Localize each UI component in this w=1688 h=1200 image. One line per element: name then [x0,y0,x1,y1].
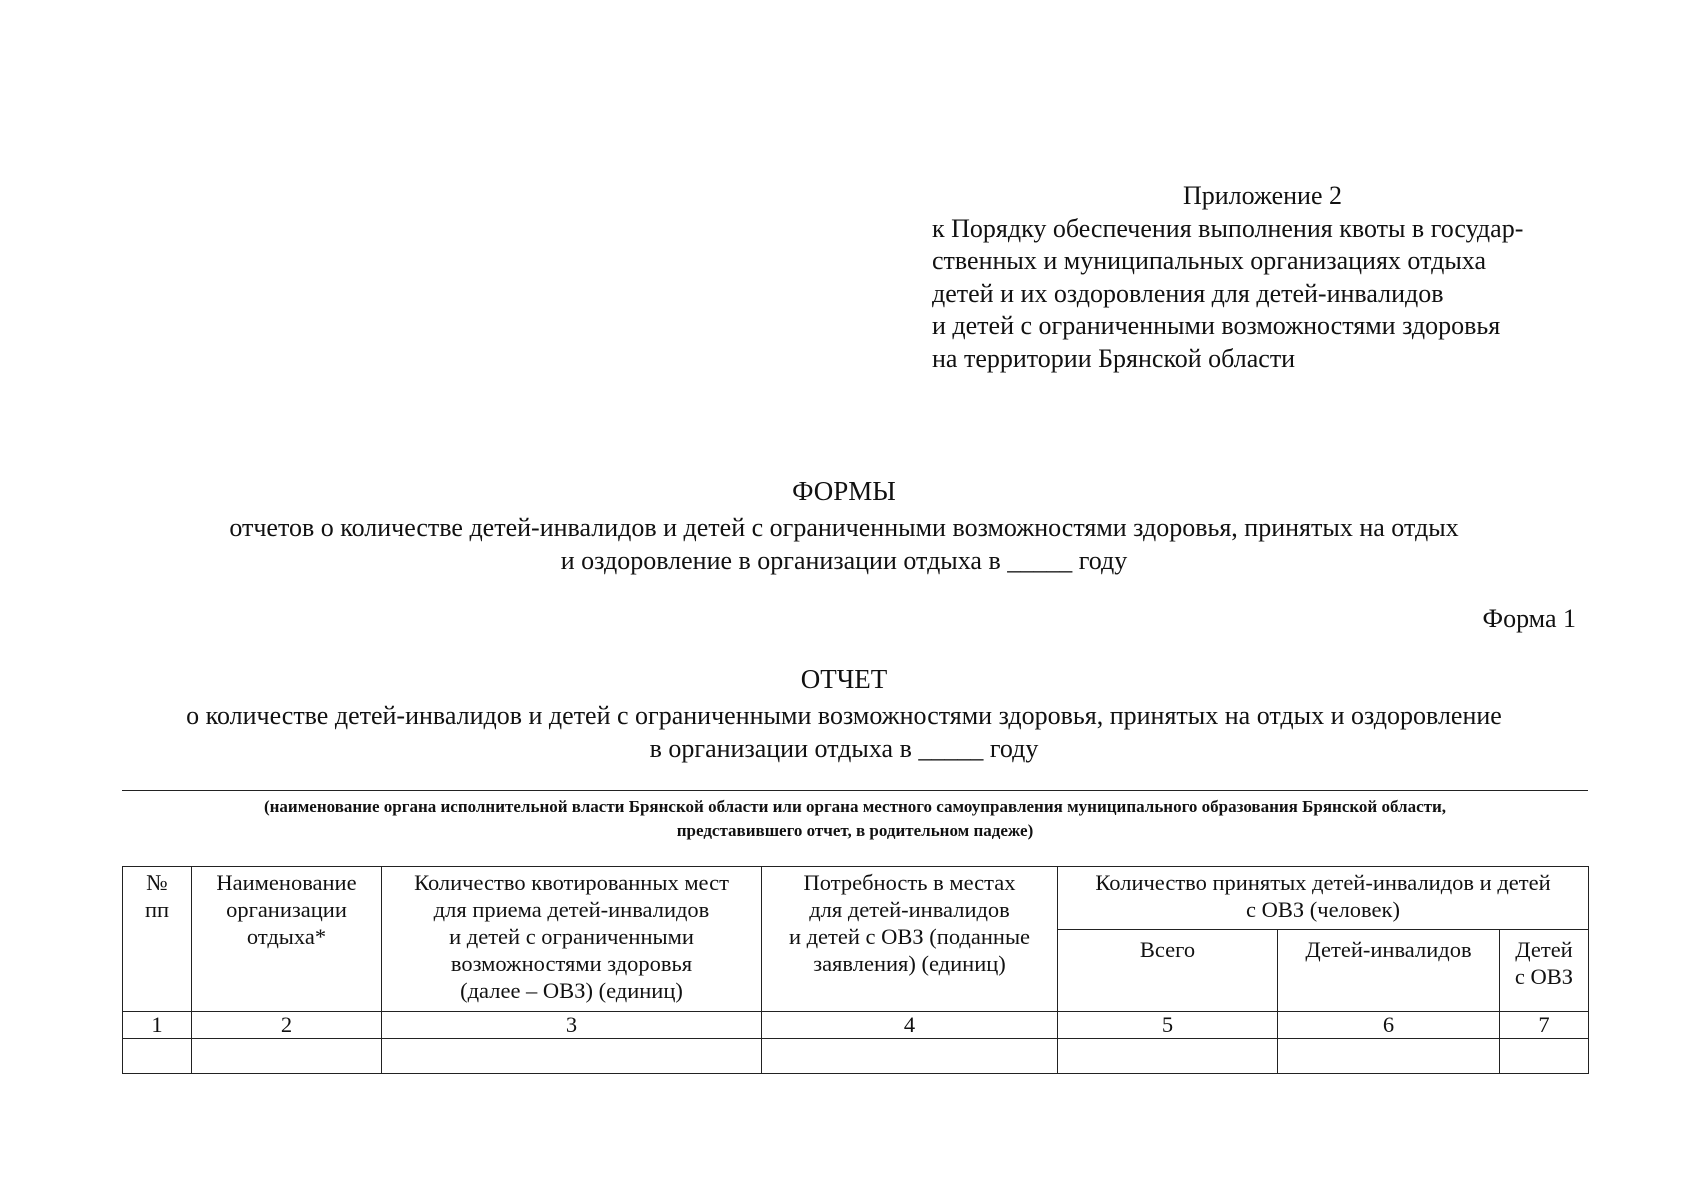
report-subtitle-line: в организации отдыха в _____ году [649,734,1039,763]
header-quota-places: Количество квотированных мест для приема детей-инвалидов и детей с ограниченными возможностями здоровья (далее – ОВЗ) (единиц) [382,867,762,1012]
empty-cell [762,1039,1058,1074]
appendix-header [932,180,1592,375]
forms-title [0,475,1688,577]
column-number: 2 [192,1012,382,1039]
table-row [123,1039,1589,1074]
table-header-row [123,867,1589,930]
empty-cell [382,1039,762,1074]
empty-cell [1278,1039,1500,1074]
header-disabled-children: Детей-инвалидов [1278,930,1500,1012]
empty-cell [192,1039,382,1074]
report-heading: ОТЧЕТ [800,664,888,694]
header-number: № пп [123,867,192,1012]
appendix-line: ственных и муниципальных организациях отдыха [932,246,1486,275]
appendix-number: Приложение 2 [1182,181,1342,210]
appendix-line: к Порядку обеспечения выполнения квоты в государ- [932,213,1524,243]
appendix-line: и детей с ограниченными возможностями здоровья [932,311,1501,340]
column-number: 1 [123,1012,192,1039]
appendix-line: на территории Брянской области [932,343,1296,373]
appendix-line: детей и их оздоровления для детей-инвалидов [932,278,1444,308]
header-ovz-children: Детей с ОВЗ [1500,930,1589,1012]
empty-cell [1500,1039,1589,1074]
forms-heading: ФОРМЫ [792,476,896,506]
forms-subtitle-line: и оздоровление в организации отдыха в _____ году [560,546,1128,575]
column-number: 6 [1278,1012,1500,1039]
authority-note [122,795,1588,843]
report-title [0,663,1688,765]
forms-subtitle-line: отчетов о количестве детей-инвалидов и детей с ограниченными возможностями здоровья, принятых на отдых [229,513,1459,542]
authority-note-line: (наименование органа исполнительной власти Брянской области или органа местного самоуправления муниципального образования Брянской области, [263,797,1447,816]
header-places-demand: Потребность в местах для детей-инвалидов и детей с ОВЗ (поданные заявления) (единиц) [762,867,1058,1012]
form-number-label: Форма 1 [1482,604,1576,633]
column-number: 5 [1058,1012,1278,1039]
authority-note-line: представившего отчет, в родительном падеже) [676,821,1034,840]
report-subtitle-line: о количестве детей-инвалидов и детей с ограниченными возможностями здоровья, принятых на отдых и оздоровление [186,701,1502,730]
report-table [122,866,1589,1074]
column-number: 3 [382,1012,762,1039]
column-number: 7 [1500,1012,1589,1039]
header-total: Всего [1058,930,1278,1012]
header-accepted-group: Количество принятых детей-инвалидов и детей с ОВЗ (человек) [1058,867,1589,930]
empty-cell [1058,1039,1278,1074]
empty-cell [123,1039,192,1074]
column-number-row [123,1012,1589,1039]
column-number: 4 [762,1012,1058,1039]
authority-name-rule [122,790,1588,791]
header-organization-name: Наименование организации отдыха* [192,867,382,1012]
